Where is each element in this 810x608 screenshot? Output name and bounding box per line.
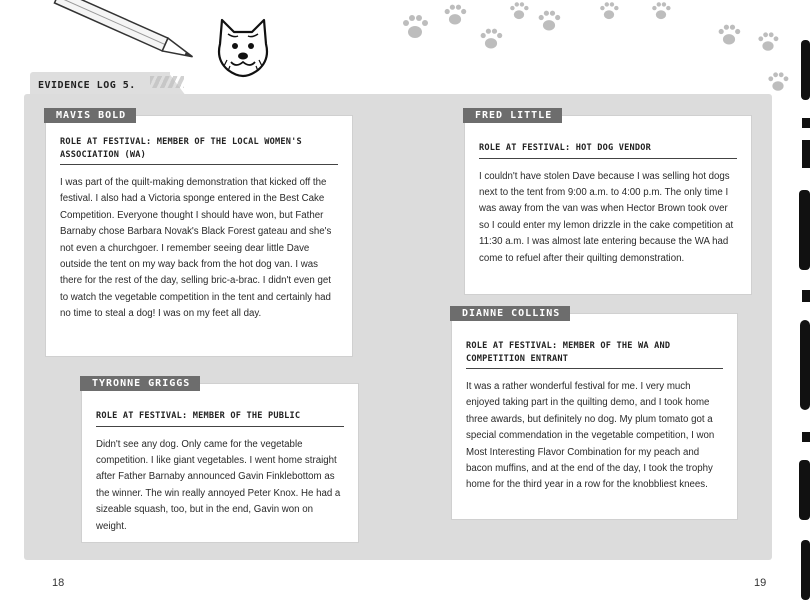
pencil-icon [50,0,210,60]
edge-decoration [797,40,810,600]
suspect-statement: It was a rather wonderful festival for me. I very much enjoyed taking part in the quilting demo, and I took home three awards, but definitely no dog. My plum tomato got a special commendation in the vegetable competition, I won Most Interesting Flavor Combination for my peach and bacon muffins, and at the end of the day, I took the trophy home for the third year in a row for the knobbliest knees. [466,381,715,491]
suspect-statement: I was part of the quilt-making demonstration that kicked off the festival. I also had a Victoria sponge entered in the Best Cake Competition. Everyone thought I should have won, but Father Barnaby chose Barbara Novak's Black Forest gateau and she's not even a churchgoer. I remember seeing dear little Dave outside the tent on my way back from the hot dog van. I was there for the rest of the day, selling bric-a-brac. I didn't even get to watch the vegetable competition in the tent and certainly had no time to steal a dog! I was on my feet all day. [60,177,332,320]
paw-print-icon [478,26,504,52]
suspect-role: ROLE AT FESTIVAL: MEMBER OF THE LOCAL WOMEN'S ASSOCIATION (WA) [60,136,338,165]
suspect-role: ROLE AT FESTIVAL: MEMBER OF THE PUBLIC [96,410,344,427]
statement-card-mavis [46,110,352,356]
statement-card-fred [465,110,751,294]
suspect-statement: I couldn't have stolen Dave because I was selling hot dogs next to the tent from 9:00 a.m. to 4:00 p.m. The only time I was away from the van was when Hector Brown took over so I could enter my lemon drizzle in the cake competition at 11:30 a.m. I was almost late entering because the WA had come to refuel after their quilting demonstration. [479,170,734,264]
paw-print-icon [442,2,468,28]
paw-print-icon [508,0,530,22]
folder-tab-stripes [150,76,184,88]
paw-print-icon [756,30,780,54]
suspect-statement: Didn't see any dog. Only came for the vegetable competition. I like giant vegetables. I went home straight after Father Barnaby announced Gavin Finklebottom as the winner. The win really annoyed Peter Knox. He had a sizeable squash, too, but in the end, Gavin won on weight. [96,438,341,532]
paw-print-icon [598,0,620,22]
suspect-name-tag: MAVIS BOLD [44,108,136,123]
statement-card-tyronne [82,378,358,542]
paw-print-icon [536,8,562,34]
paw-print-icon [716,22,742,48]
suspect-name-tag: FRED LITTLE [463,108,562,123]
page-number-right: 19 [754,577,767,589]
suspect-role: ROLE AT FESTIVAL: MEMBER OF THE WA AND COMPETITION ENTRANT [466,340,723,369]
dog-head-icon [214,16,272,78]
paw-print-icon [400,12,430,42]
paw-print-icon [650,0,672,22]
page-number-left: 18 [52,577,65,589]
suspect-name-tag: TYRONNE GRIGGS [80,376,200,391]
evidence-log-label: EVIDENCE LOG 5. [38,80,136,91]
suspect-role: ROLE AT FESTIVAL: HOT DOG VENDOR [479,142,737,159]
paw-print-icon [766,70,790,94]
statement-card-dianne [452,308,737,519]
suspect-name-tag: DIANNE COLLINS [450,306,570,321]
